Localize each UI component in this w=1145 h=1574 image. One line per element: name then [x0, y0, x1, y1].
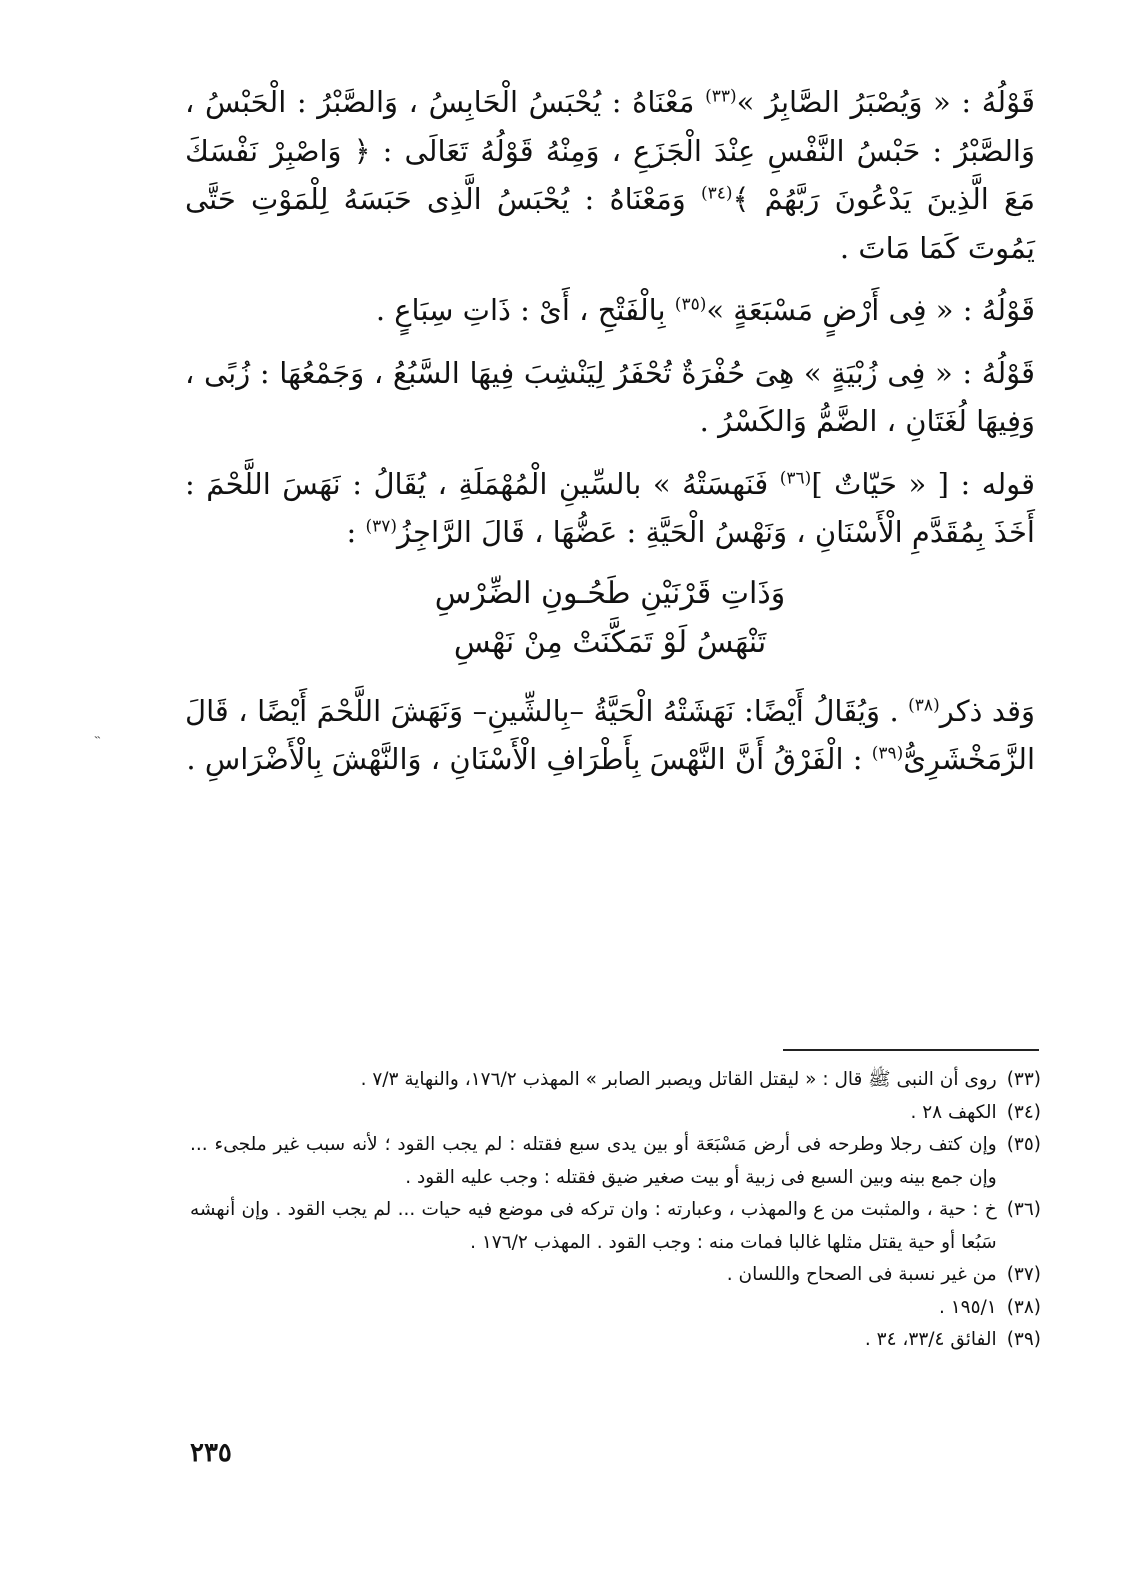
footnote — [190, 1097, 1041, 1130]
footnote-ref: (٣٩) — [871, 743, 904, 764]
footnote — [190, 1259, 1041, 1292]
footnote — [190, 1292, 1041, 1325]
paragraph-text: قَوْلُهُ : « وَيُصْبَرُ الصَّابِرُ » — [736, 85, 1035, 119]
paragraph-text: قوله : [ « حَيّاتٌ ] — [811, 466, 1035, 501]
footnote-ref: (٣٥) — [674, 294, 707, 315]
footnote — [190, 1324, 1041, 1357]
footnote-text: من غير نسبة فى الصحاح واللسان . — [726, 1264, 997, 1285]
paragraph-sabr — [185, 78, 1035, 272]
footnote-ref: (٣٨) — [908, 694, 940, 715]
footnote — [190, 1194, 1041, 1259]
page-number: ٢٣٥ — [190, 1438, 232, 1468]
paragraph-nahs — [185, 460, 1035, 557]
footnote-number: (٣٧) — [1006, 1264, 1041, 1285]
footnote-ref: (٣٧) — [365, 516, 398, 537]
paragraph-text: فَنَهسَتْهُ » بالسِّينِ الْمُهْمَلَةِ ، يُقَالُ : نَهَسَ اللَّحْمَ : أَخَذَ بِمُقَدَّمِ الْأَسْنَانِ ، وَنَهْسُ الْحَيَّةِ : عَضُّهَا ، قَالَ الرَّاجِزُ — [185, 466, 1035, 549]
paragraph-text: مَعْنَاهُ : يُحْبَسُ الْحَابِسُ ، وَالصَّبْرُ : الْحَبْسُ ، وَالصَّبْرُ : حَبْسُ النَّفْسِ عِنْدَ الْجَزَعِ ، وَمِنْهُ قَوْلُهُ تَعَالَى : ﴿ وَاصْبِرْ نَفْسَكَ مَعَ الَّذِينَ يَدْعُونَ رَبَّهُمْ ﴾ — [185, 85, 1035, 216]
paragraph-text: بِالْفَتْحِ ، أَىْ : ذَاتِ سِبَاعٍ . — [375, 293, 675, 327]
main-text — [185, 78, 1035, 798]
footnote-ref: (٣٤) — [700, 183, 733, 204]
poem — [185, 569, 1035, 667]
footnote-text: الفائق ٣٣/٤، ٣٤ . — [864, 1329, 997, 1350]
paragraph-text: . وَيُقَالُ أَيْضًا: نَهَشَتْهُ الْحَيَّةُ –بِالشِّينِ– وَنَهَشَ اللَّحْمَ أَيْضًا ، قَالَ الزَّمَخْشَرِىُّ — [185, 693, 1035, 776]
paragraph-text: وَقد ذكر — [939, 693, 1035, 728]
footnotes — [190, 1064, 1041, 1357]
poem-verse-2: تَنْهَسُ لَوْ تَمَكَّنَتْ مِنْ نَهْسِ — [453, 624, 767, 660]
paragraph-text: : — [346, 515, 366, 549]
footnote-divider — [783, 1049, 1039, 1051]
footnote-number: (٣٩) — [1006, 1329, 1041, 1350]
footnote-ref: (٣٦) — [779, 467, 812, 488]
footnote — [190, 1129, 1041, 1194]
footnote-number: (٣٣) — [1006, 1069, 1041, 1090]
footnote-text: الكهف ٢٨ . — [910, 1101, 997, 1123]
footnote-text: ١٩٥/١ . — [938, 1296, 997, 1318]
paragraph-text: قَوْلُهُ : « فِى أَرْضٍ مَسْبَعَةٍ » — [706, 293, 1035, 327]
footnote — [190, 1064, 1041, 1097]
footnote-ref: (٣٣) — [705, 86, 737, 107]
footnote-number: (٣٥) — [1006, 1134, 1041, 1155]
paragraph-masbaa — [185, 286, 1035, 335]
footnote-text: خ : حية ، والمثبت من ع والمهذب ، وعبارته : وان تركه فى موضع فيه حيات ... لم يجب القود . وإن أنهشه سَبُعا أو حية يقتل مثلها غالبا فمات منه : وجب القود . المهذب ١٧٦/٢ . — [190, 1199, 997, 1253]
poem-verse-1: وَذَاتِ قَرْنَيْنِ طَحُـونِ الضِّرْسِ — [434, 575, 786, 611]
footnote-number: (٣٤) — [1006, 1101, 1041, 1123]
margin-mark: ˵ — [95, 728, 100, 744]
footnote-text: روى أن النبى ﷺ قال : « ليقتل القاتل ويصبر الصابر » المهذب ١٧٦/٢، والنهاية ٧/٣ . — [360, 1069, 997, 1090]
footnote-text: وإن كتف رجلا وطرحه فى أرض مَسْبَعَة أو بين يدى سبع فقتله : لم يجب القود ؛ لأنه سبب غير ملجىء ... وإن جمع بينه وبين السبع فى زبية أو بيت صغير ضيق فقتله : وجب عليه القود . — [190, 1134, 997, 1188]
footnote-number: (٣٨) — [1006, 1296, 1041, 1318]
paragraph-text: وَمَعْنَاهُ : يُحْبَسُ الَّذِى حَبَسَهُ لِلْمَوْتِ حَتَّى يَمُوتَ كَمَا مَاتَ . — [185, 182, 1035, 265]
paragraph-zubya — [185, 349, 1035, 446]
footnote-number: (٣٦) — [1006, 1199, 1041, 1220]
paragraph-text: : الْفَرْقُ أَنَّ النَّهْسَ بِأَطْرَافِ الْأَسْنَانِ ، وَالنَّهْشَ بِالْأَضْرَاسِ . — [186, 742, 872, 776]
paragraph-nahsh — [185, 687, 1035, 784]
paragraph-text: قَوْلُهُ : « فِى زُبْيَةٍ » هِىَ حُفْرَةٌ تُحْفَرُ لِيَنْشِبَ فِيهَا السَّبُعُ ، وَجَمْعُهَا : زُبًى ، وَفِيهَا لُغَتَانِ ، الضَّمُّ وَالكَسْرُ . — [185, 355, 1035, 438]
